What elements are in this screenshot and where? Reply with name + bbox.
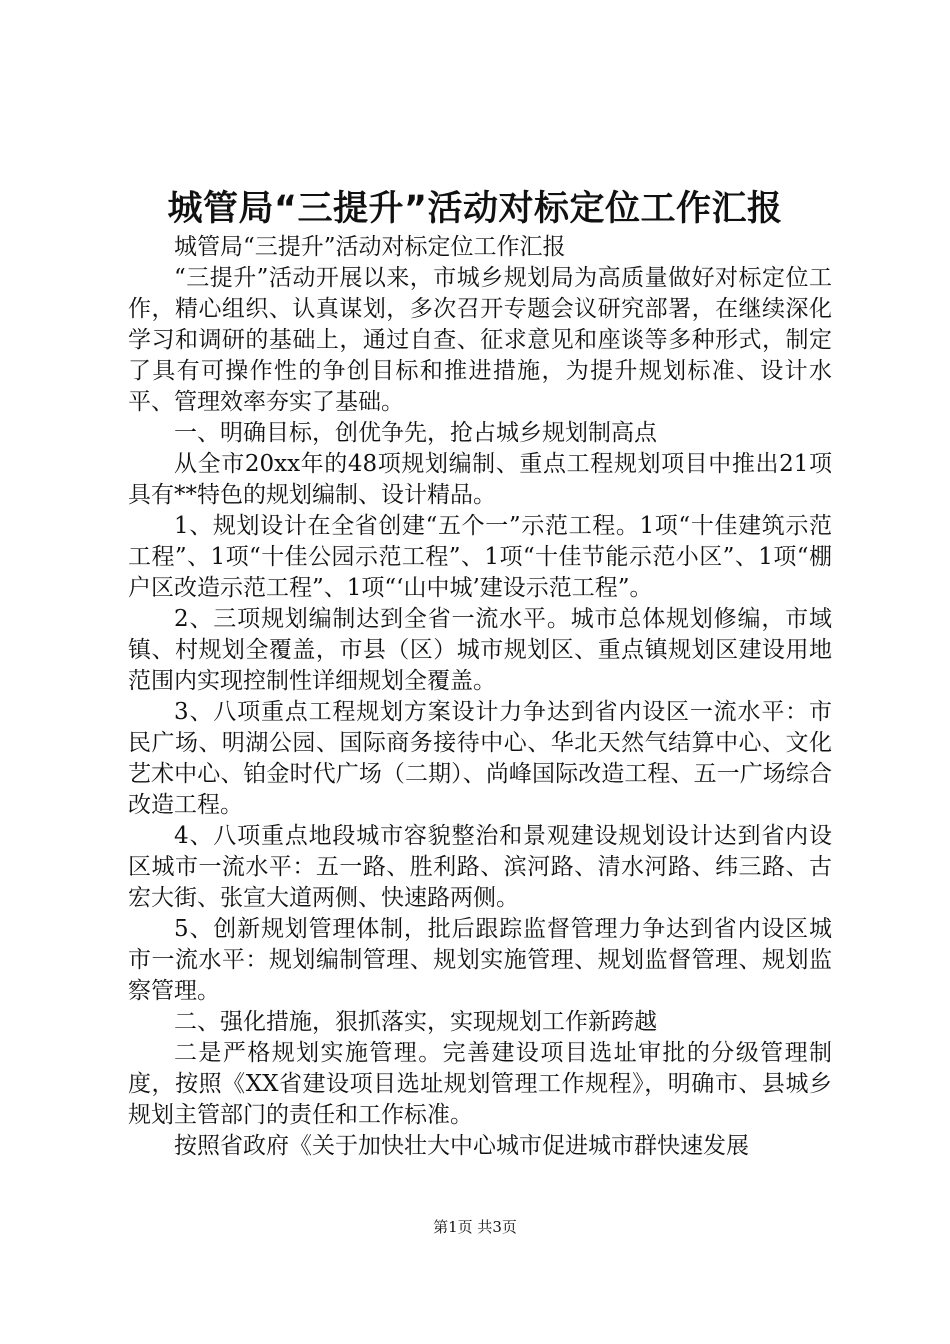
paragraph-intro: “三提升”活动开展以来，市城乡规划局为高质量做好对标定位工作，精心组织、认真谋划，多次召开专题会议研究部署，在继续深化学习和调研的基础上，通过自查、征求意见和座谈等多种形式，制定了具有可操作性的争创目标和推进措施，为提升规划标准、设计水平、管理效率夯实了基础。 bbox=[128, 265, 832, 415]
section-heading-1: 一、明确目标，创优争先，抢占城乡规划制高点 bbox=[174, 420, 657, 446]
document-title: 城管局“三提升”活动对标定位工作汇报 bbox=[167, 189, 783, 229]
list-item-2: 2、三项规划编制达到全省一流水平。城市总体规划修编，市域镇、村规划全覆盖，市县（区）城市规划区、重点镇规划区建设用地范围内实现控制性详细规划全覆盖。 bbox=[128, 606, 832, 694]
list-item-3: 3、八项重点工程规划方案设计力争达到省内设区一流水平：市民广场、明湖公园、国际商务接待中心、华北天然气结算中心、文化艺术中心、铂金时代广场（二期）、尚峰国际改造工程、五一广场综合改造工程。 bbox=[128, 699, 832, 818]
paragraph-subtitle: 城管局“三提升”活动对标定位工作汇报 bbox=[174, 234, 566, 260]
paragraph: 按照省政府《关于加快壮大中心城市促进城市群快速发展 bbox=[174, 1133, 749, 1159]
paragraph: 从全市20xx年的48项规划编制、重点工程规划项目中推出21项具有**特色的规划编制、设计精品。 bbox=[128, 451, 832, 508]
section-heading-2: 二、强化措施，狠抓落实，实现规划工作新跨越 bbox=[174, 1009, 657, 1035]
document-body bbox=[128, 232, 832, 1162]
list-item-1: 1、规划设计在全省创建“五个一”示范工程。1项“十佳建筑示范工程”、1项“十佳公园示范工程”、1项“十佳节能示范小区”、1项“棚户区改造示范工程”、1项“‘山中城’建设示范工程”。 bbox=[128, 513, 832, 601]
page-footer: 第1页 共3页 bbox=[433, 1218, 517, 1236]
list-item-5: 5、创新规划管理体制，批后跟踪监督管理力争达到省内设区城市一流水平：规划编制管理、规划实施管理、规划监督管理、规划监察管理。 bbox=[128, 916, 832, 1004]
list-item-4: 4、八项重点地段城市容貌整治和景观建设规划设计达到省内设区城市一流水平：五一路、胜利路、滨河路、清水河路、纬三路、古宏大街、张宣大道两侧、快速路两侧。 bbox=[128, 823, 832, 911]
paragraph: 二是严格规划实施管理。完善建设项目选址审批的分级管理制度，按照《XX省建设项目选址规划管理工作规程》，明确市、县城乡规划主管部门的责任和工作标准。 bbox=[128, 1040, 832, 1128]
